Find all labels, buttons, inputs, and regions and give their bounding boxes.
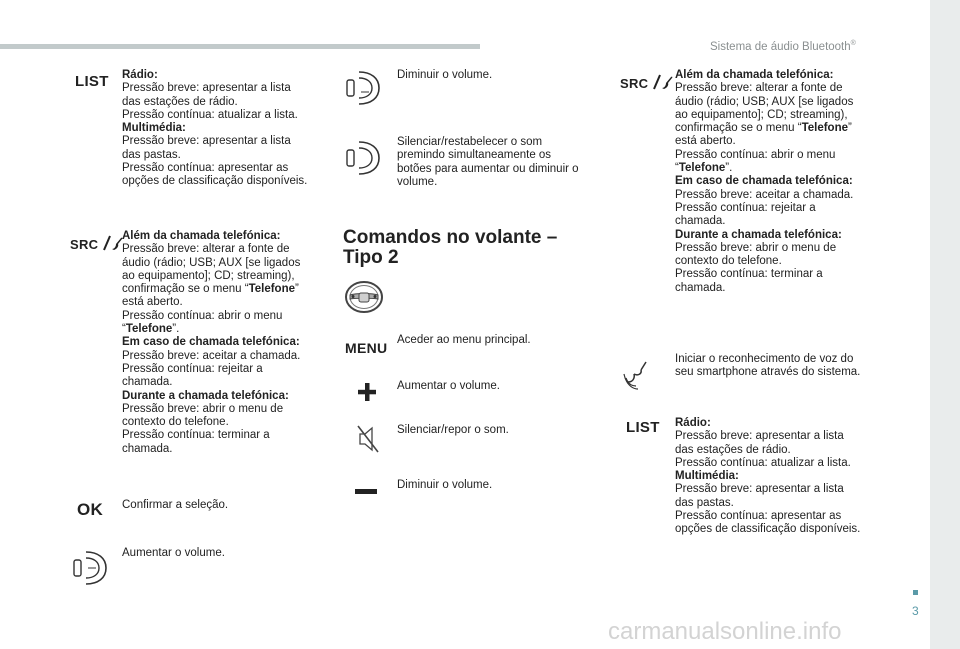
text-line: Pressão contínua: rejeitar a: [675, 201, 816, 214]
watermark: carmanualsonline.info: [608, 618, 842, 645]
ok-description: Confirmar a seleção.: [122, 499, 229, 511]
text-line: Pressão breve: aceitar a chamada.: [122, 349, 301, 362]
text-line: Rádio:: [675, 417, 711, 429]
text-line: volume.: [397, 175, 438, 188]
text-line: Pressão contínua: apresentar as: [675, 510, 842, 523]
text-line: chamada.: [675, 281, 726, 294]
text-line: Pressão contínua: atualizar a lista.: [122, 108, 298, 121]
mute-speaker-icon: [356, 424, 380, 454]
volume-down-description: Diminuir o volume.: [397, 69, 493, 81]
text-line: está aberto.: [122, 296, 183, 309]
text-line: das estações de rádio.: [675, 443, 791, 456]
section-heading: Comandos no volante – Tipo 2: [343, 227, 558, 268]
text-line: botões para aumentar ou diminuir o: [397, 162, 579, 175]
text-line: Pressão breve: alterar a fonte de: [675, 82, 843, 95]
text-line: Além da chamada telefónica:: [675, 69, 834, 81]
volume-down-thumbwheel-icon: [345, 70, 383, 106]
text-line: opções de classificação disponíveis.: [122, 175, 308, 188]
ok-button-icon: OK: [77, 500, 104, 519]
voice-recognition-icon: [624, 358, 658, 390]
text-line: chamada.: [675, 215, 726, 228]
text-line: Pressão breve: alterar a fonte de: [122, 243, 290, 256]
page-marker: [913, 590, 918, 595]
text-line: ao equipamento]; CD; streaming),: [675, 108, 848, 121]
mute-thumbwheel-icon: [345, 140, 383, 176]
text-line: contexto do telefone.: [675, 255, 782, 268]
plus-icon: [357, 382, 377, 402]
text-line: Pressão breve: abrir o menu de: [675, 241, 837, 254]
text-line: Além da chamada telefónica:: [122, 230, 281, 242]
list-description-2: [675, 417, 860, 537]
list-description: [122, 69, 307, 189]
text-line: “Telefone”.: [122, 323, 180, 336]
text-line: “Telefone”.: [675, 162, 733, 175]
text-line: confirmação se o menu “Telefone”: [675, 122, 852, 135]
minus-icon: [355, 488, 377, 496]
text-line: premindo simultaneamente os: [397, 149, 552, 162]
text-line: Iniciar o reconhecimento de voz do: [675, 353, 854, 365]
minus-description: Diminuir o volume.: [397, 479, 493, 491]
text-line: Pressão breve: apresentar a lista: [675, 483, 844, 496]
text-line: Silenciar/restabelecer o som: [397, 136, 543, 148]
text-line: Pressão breve: apresentar a lista: [675, 430, 844, 443]
src-phone-icon-2: SRC: [620, 74, 674, 91]
text-line: Em caso de chamada telefónica:: [675, 175, 853, 188]
text-line: Pressão breve: abrir o menu de: [122, 402, 284, 415]
steering-wheel-icon: [344, 280, 384, 314]
text-line: Pressão contínua: abrir o menu: [122, 309, 283, 322]
text-line: das pastas.: [122, 148, 181, 161]
volume-up-description: Aumentar o volume.: [122, 547, 225, 559]
text-line: Pressão contínua: terminar a: [122, 429, 270, 442]
text-line: das estações de rádio.: [122, 95, 238, 108]
text-line: Pressão contínua: rejeitar a: [122, 362, 263, 375]
text-line: Pressão breve: apresentar a lista: [122, 135, 291, 148]
text-line: Pressão breve: aceitar a chamada.: [675, 188, 854, 201]
text-line: Rádio:: [122, 69, 158, 81]
text-line: Pressão contínua: atualizar a lista.: [675, 456, 851, 469]
voice-description: [675, 353, 860, 380]
page-number: 3: [912, 604, 919, 618]
text-line: áudio (rádio; USB; AUX [se ligados: [675, 95, 854, 108]
text-line: Pressão contínua: apresentar as: [122, 162, 289, 175]
text-line: áudio (rádio; USB; AUX [se ligados: [122, 256, 301, 269]
text-line: das pastas.: [675, 496, 734, 509]
text-line: Multimédia:: [675, 470, 739, 483]
list-button-icon: LIST: [75, 73, 109, 90]
text-line: está aberto.: [675, 135, 736, 148]
text-line: Em caso de chamada telefónica:: [122, 336, 300, 349]
text-line: chamada.: [122, 376, 173, 389]
src-description-2: [675, 69, 853, 295]
text-line: Pressão contínua: terminar a: [675, 268, 823, 281]
text-line: Durante a chamada telefónica:: [675, 228, 842, 241]
text-line: seu smartphone através do sistema.: [675, 366, 861, 379]
text-line: Pressão breve: apresentar a lista: [122, 82, 291, 95]
menu-description: Aceder ao menu principal.: [397, 334, 531, 346]
volume-up-thumbwheel-icon: [72, 550, 110, 586]
header-rule: [0, 44, 480, 49]
text-line: Multimédia:: [122, 122, 186, 135]
text-line: opções de classificação disponíveis.: [675, 523, 861, 536]
text-line: ao equipamento]; CD; streaming),: [122, 269, 295, 282]
src-phone-icon: SRC: [70, 235, 124, 252]
text-line: Durante a chamada telefónica:: [122, 389, 289, 402]
text-line: contexto do telefone.: [122, 416, 229, 429]
text-line: Pressão contínua: abrir o menu: [675, 148, 836, 161]
menu-button-icon: MENU: [345, 340, 388, 356]
page-edge-band: [930, 0, 960, 649]
src-description: [122, 230, 300, 456]
list-button-icon-2: LIST: [626, 419, 660, 436]
text-line: chamada.: [122, 442, 173, 455]
plus-description: Aumentar o volume.: [397, 380, 500, 392]
mute2-description: Silenciar/repor o som.: [397, 424, 509, 436]
chapter-title: Sistema de áudio Bluetooth®: [710, 40, 856, 53]
text-line: confirmação se o menu “Telefone”: [122, 283, 299, 296]
mute-description: [397, 136, 579, 189]
